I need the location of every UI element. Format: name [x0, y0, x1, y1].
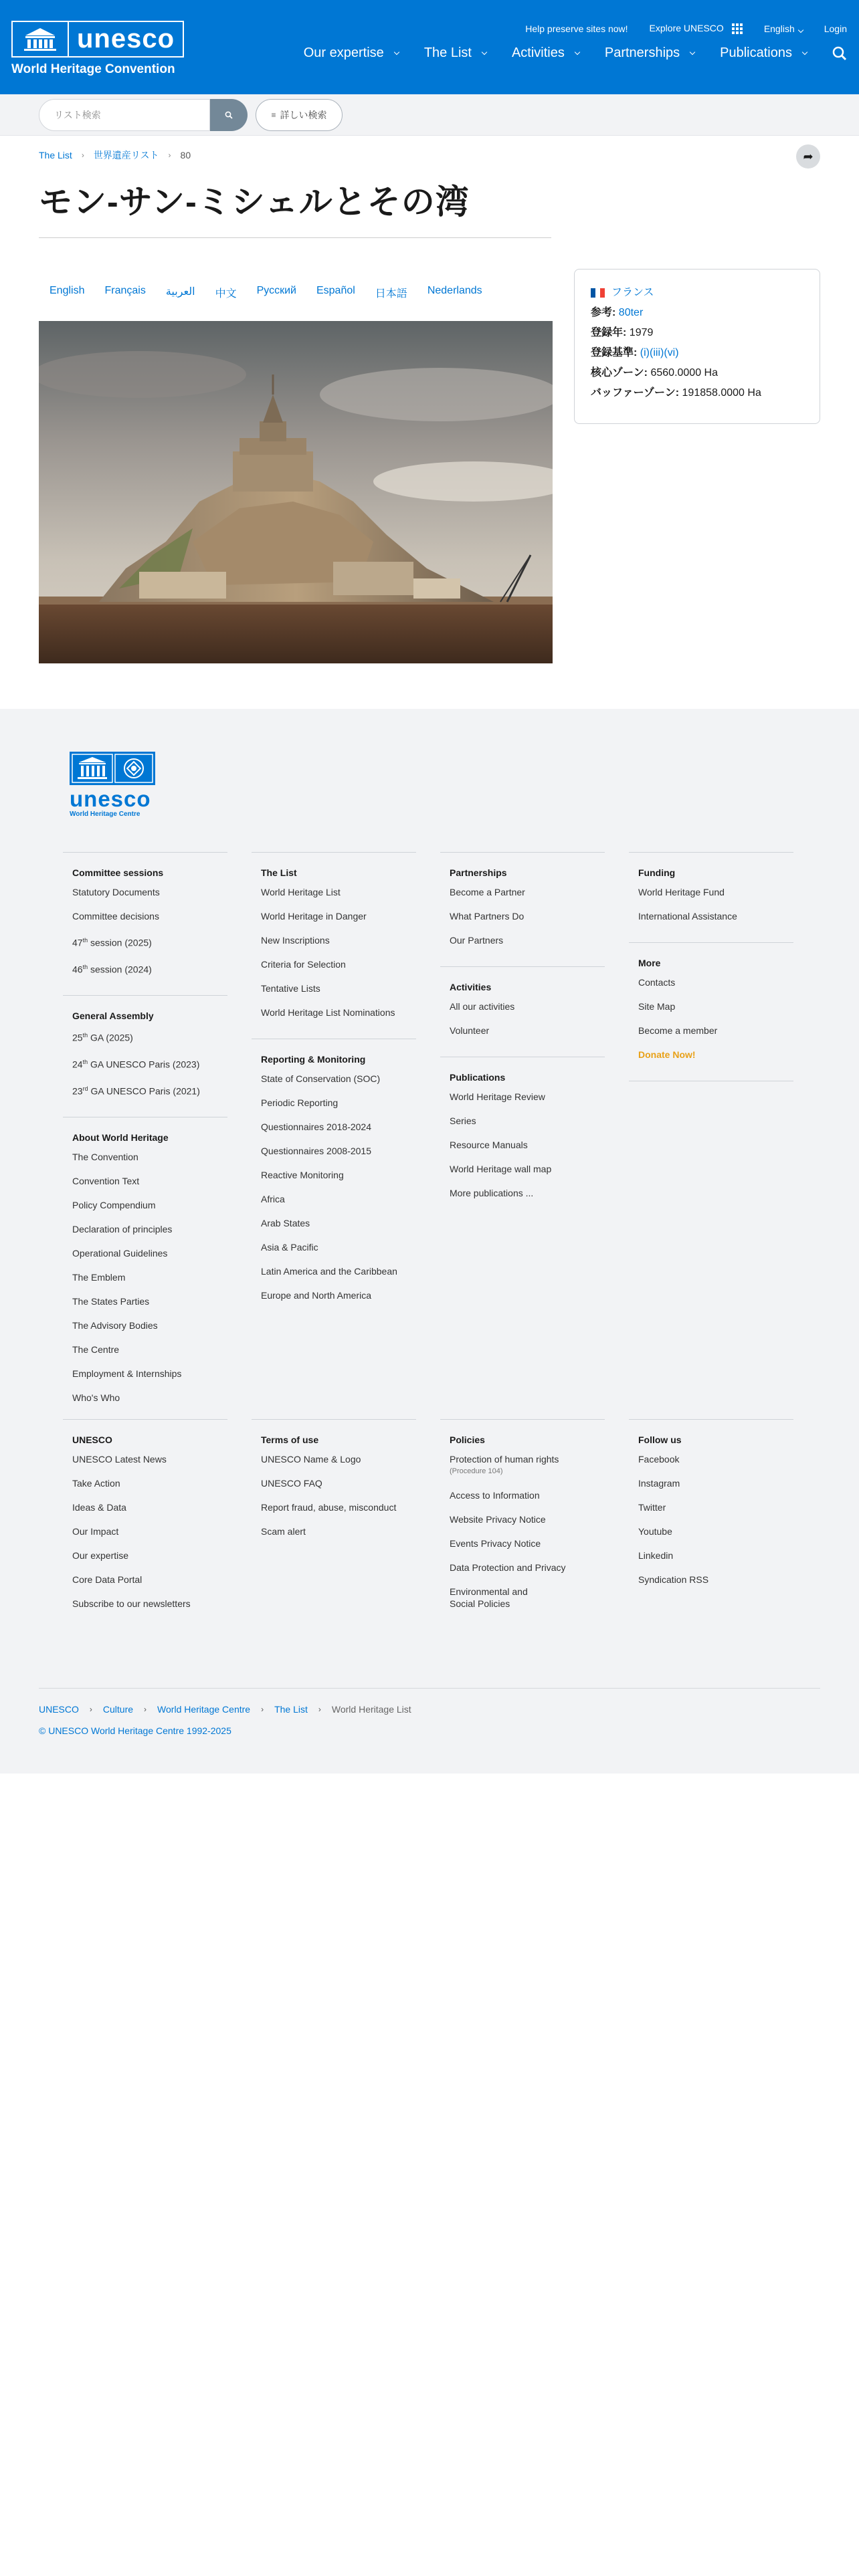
chevron-down-icon	[797, 27, 803, 32]
footer-link[interactable]: Reactive Monitoring	[261, 1170, 344, 1180]
footer-link[interactable]: Arab States	[261, 1218, 310, 1228]
top-links	[525, 23, 847, 34]
criteria-row	[591, 343, 803, 363]
footer-heading: The List	[261, 867, 297, 878]
footer-bc-unesco[interactable]: UNESCO	[39, 1704, 79, 1715]
year-value: 1979	[629, 327, 654, 338]
explore-unesco-label: Explore UNESCO	[649, 23, 724, 33]
site-photo[interactable]	[39, 321, 553, 663]
footer-col-4	[629, 852, 793, 1081]
footer-heading: Follow us	[638, 1434, 682, 1445]
footer-link[interactable]: Subscribe to our newsletters	[72, 1598, 191, 1609]
footer-heading: Terms of use	[261, 1434, 319, 1445]
site-subtitle[interactable]: World Heritage Convention	[11, 62, 175, 76]
footer-link[interactable]: Our Partners	[450, 935, 504, 946]
footer-heading: Publications	[450, 1072, 506, 1083]
footer-link[interactable]: Our expertise	[72, 1550, 129, 1561]
footer-link[interactable]: Become a member	[638, 1025, 718, 1036]
twitter-link[interactable]: Twitter	[638, 1502, 666, 1513]
lang-chinese[interactable]: 中文	[215, 288, 237, 300]
filter-icon: ≡	[271, 110, 276, 120]
nav-label: Publications	[720, 45, 792, 60]
chevron-down-icon	[690, 49, 695, 55]
nav-label: Activities	[511, 45, 565, 60]
footer-link[interactable]: More publications ...	[450, 1188, 534, 1198]
footer-link[interactable]: Africa	[261, 1194, 285, 1204]
footer-bc-current: World Heritage List	[331, 1704, 411, 1715]
footer-link[interactable]: International Assistance	[638, 911, 737, 922]
footer-the-list	[252, 852, 416, 1039]
breadcrumb	[39, 148, 191, 162]
footer-col-3	[440, 852, 605, 1219]
footer-link[interactable]: World Heritage Fund	[638, 887, 725, 897]
footer-link[interactable]: The States Parties	[72, 1296, 150, 1307]
footer-heading: Funding	[638, 867, 676, 878]
language-label: English	[763, 23, 795, 34]
footer-link[interactable]: Core Data Portal	[72, 1574, 142, 1585]
chevron-down-icon	[575, 49, 580, 55]
footer-about-world-heritage	[63, 1117, 227, 1424]
lang-english[interactable]: English	[50, 285, 85, 296]
footer-heading: Policies	[450, 1434, 485, 1445]
footer-activities	[440, 966, 605, 1057]
logo-wordmark: unesco	[76, 24, 175, 53]
buffer-zone-value: 191858.0000 Ha	[682, 387, 761, 399]
core-zone-value: 6560.0000 Ha	[650, 367, 718, 379]
title-divider	[39, 237, 551, 238]
footer-unesco	[63, 1419, 227, 1630]
footer-col-1	[63, 852, 227, 1424]
breadcrumb-world-heritage-list[interactable]: 世界遺産リスト	[93, 150, 159, 160]
lang-russian[interactable]: Русский	[256, 285, 296, 296]
footer-policies-col	[440, 1419, 605, 1630]
footer-link[interactable]: Tentative Lists	[261, 983, 320, 994]
footer-heading: About World Heritage	[72, 1132, 169, 1144]
footer-terms-col	[252, 1419, 416, 1558]
footer-bc-culture[interactable]: Culture	[102, 1704, 134, 1715]
footer-link[interactable]	[450, 1453, 605, 1477]
breadcrumb-the-list[interactable]: The List	[39, 150, 72, 160]
share-icon: ➦	[803, 149, 814, 163]
login-link[interactable]: Login	[824, 23, 847, 34]
search-button[interactable]	[210, 99, 248, 131]
chevron-right-icon: ›	[261, 1705, 264, 1714]
footer-logo-wordmark: unesco	[70, 786, 151, 811]
nav-label: Partnerships	[604, 45, 680, 60]
nav-publications[interactable]	[720, 45, 807, 61]
footer-logo-subtitle: World Heritage Centre	[70, 811, 140, 818]
footer-link[interactable]: What Partners Do	[450, 911, 524, 922]
footer-link[interactable]: Criteria for Selection	[261, 959, 346, 970]
footer-funding	[629, 852, 793, 942]
advanced-search-button[interactable]	[256, 99, 343, 131]
buffer-zone-row	[591, 383, 803, 403]
chevron-down-icon	[802, 49, 807, 55]
instagram-link[interactable]: Instagram	[638, 1478, 680, 1489]
year-label: 登録年:	[591, 327, 627, 338]
core-zone-label: 核心ゾーン:	[591, 367, 648, 379]
footer-heading: Reporting & Monitoring	[261, 1054, 366, 1065]
footer-link[interactable]: Our Impact	[72, 1526, 119, 1537]
footer-link[interactable]: World Heritage Review	[450, 1091, 545, 1102]
nav-the-list[interactable]	[424, 45, 486, 61]
footer-link[interactable]: Latin America and the Caribbean	[261, 1266, 397, 1277]
explore-unesco-link[interactable]	[650, 23, 743, 34]
footer-link[interactable]: Asia & Pacific	[261, 1242, 318, 1253]
linkedin-link[interactable]: Linkedin	[638, 1550, 674, 1561]
unesco-logo[interactable]	[11, 21, 184, 58]
footer-link[interactable]: World Heritage in Danger	[261, 911, 367, 922]
footer-unesco-logo[interactable]	[70, 752, 157, 819]
footer-link[interactable]: The Advisory Bodies	[72, 1320, 158, 1331]
footer-link[interactable]: The Emblem	[72, 1272, 126, 1283]
chevron-down-icon	[394, 49, 399, 55]
lang-spanish[interactable]: Español	[316, 285, 355, 296]
footer-link[interactable]: Environmental and Social Policies	[450, 1586, 528, 1609]
nav-activities[interactable]	[512, 45, 579, 61]
footer-link[interactable]: Committee decisions	[72, 911, 159, 922]
footer-heading: Committee sessions	[72, 867, 164, 878]
footer-link[interactable]: Become a Partner	[450, 887, 525, 897]
footer-divider	[39, 1688, 820, 1689]
footer-link[interactable]: Data Protection and Privacy	[450, 1562, 566, 1573]
france-flag-icon	[591, 288, 605, 298]
main-nav	[304, 45, 847, 61]
footer-link[interactable]: Site Map	[638, 1001, 676, 1012]
footer-link[interactable]: Website Privacy Notice	[450, 1514, 546, 1525]
chevron-right-icon: ›	[89, 1705, 92, 1714]
footer-link[interactable]: Resource Manuals	[450, 1140, 528, 1150]
footer-link[interactable]: Declaration of principles	[72, 1224, 173, 1235]
footer-link[interactable]: 47th session (2025)	[72, 937, 152, 948]
nav-label: The List	[423, 45, 472, 60]
footer-link[interactable]: Scam alert	[261, 1526, 306, 1537]
help-preserve-link[interactable]: Help preserve sites now!	[525, 23, 628, 34]
footer-heading: Activities	[450, 982, 492, 992]
footer-link[interactable]: Take Action	[72, 1478, 120, 1489]
search-bar	[0, 94, 859, 136]
nav-partnerships[interactable]	[605, 45, 694, 61]
search-icon[interactable]	[832, 46, 847, 61]
footer-link[interactable]: World Heritage List	[261, 887, 341, 897]
footer-link[interactable]: Periodic Reporting	[261, 1097, 339, 1108]
footer-heading: General Assembly	[72, 1010, 154, 1022]
footer-link[interactable]: Statutory Documents	[72, 887, 160, 897]
nav-our-expertise[interactable]	[304, 45, 399, 61]
apps-grid-icon	[732, 23, 743, 34]
footer-link[interactable]: UNESCO Latest News	[72, 1454, 167, 1465]
footer-terms-of-use	[252, 1419, 416, 1558]
page-title: モン-サン-ミシェルとその湾	[39, 183, 470, 221]
footer-publications	[440, 1057, 605, 1219]
footer-partnerships	[440, 852, 605, 966]
copyright: © UNESCO World Heritage Centre 1992-2025	[39, 1725, 231, 1736]
lang-japanese[interactable]: 日本語	[375, 288, 407, 300]
footer-breadcrumb	[39, 1704, 411, 1715]
chevron-right-icon: ›	[168, 150, 171, 160]
footer-link[interactable]: New Inscriptions	[261, 935, 330, 946]
footer-link[interactable]: Who's Who	[72, 1392, 120, 1404]
footer-unesco-col	[63, 1419, 227, 1630]
rss-link[interactable]: Syndication RSS	[638, 1574, 709, 1585]
footer-link[interactable]: 25th GA (2025)	[72, 1032, 133, 1043]
chevron-down-icon	[482, 49, 487, 55]
site-header	[0, 0, 859, 94]
youtube-link[interactable]: Youtube	[638, 1526, 672, 1537]
footer-heading: UNESCO	[72, 1434, 112, 1445]
footer-heading: Partnerships	[450, 867, 507, 878]
footer-policies	[440, 1419, 605, 1630]
human-rights-label: Protection of human rights	[450, 1454, 559, 1465]
breadcrumb-current: 80	[180, 150, 191, 160]
footer-general-assembly	[63, 995, 227, 1117]
footer-link[interactable]: State of Conservation (SOC)	[261, 1073, 381, 1084]
footer-committee-sessions	[63, 852, 227, 995]
procedure-note: (Procedure 104)	[450, 1467, 503, 1475]
footer-link[interactable]: 23rd GA UNESCO Paris (2021)	[72, 1085, 200, 1097]
facebook-link[interactable]: Facebook	[638, 1454, 680, 1465]
unesco-temple-icon	[13, 22, 69, 56]
footer-link[interactable]: World Heritage List Nominations	[261, 1007, 395, 1018]
footer-link[interactable]: Questionnaires 2008-2015	[261, 1146, 372, 1156]
footer-bc-the-list[interactable]: The List	[274, 1704, 308, 1715]
country-link[interactable]: フランス	[611, 287, 654, 298]
footer-link[interactable]: Contacts	[638, 977, 676, 988]
site-info-box	[574, 269, 820, 424]
chevron-right-icon: ›	[144, 1705, 147, 1714]
search-input[interactable]: リスト検索	[39, 99, 210, 131]
footer-link[interactable]: The Convention	[72, 1152, 138, 1163]
footer-link[interactable]: UNESCO FAQ	[261, 1478, 322, 1489]
footer-link[interactable]: Events Privacy Notice	[450, 1538, 541, 1549]
footer-link[interactable]: Europe and North America	[261, 1290, 371, 1301]
footer-link[interactable]: Volunteer	[450, 1025, 490, 1036]
site-footer	[0, 709, 859, 1774]
footer-heading: More	[638, 958, 661, 968]
footer-link[interactable]: All our activities	[450, 1001, 515, 1012]
footer-link[interactable]: Ideas & Data	[72, 1502, 126, 1513]
footer-more	[629, 942, 793, 1081]
reference-label: 参考:	[591, 307, 616, 318]
footer-link[interactable]: Questionnaires 2018-2024	[261, 1121, 372, 1132]
language-selector[interactable]	[764, 23, 803, 34]
footer-link[interactable]: UNESCO Name & Logo	[261, 1454, 361, 1465]
lang-french[interactable]: Français	[104, 285, 146, 296]
footer-link[interactable]: Series	[450, 1115, 476, 1126]
donate-now-link[interactable]: Donate Now!	[638, 1049, 696, 1060]
country-row	[591, 283, 803, 303]
footer-bc-whc[interactable]: World Heritage Centre	[157, 1704, 251, 1715]
footer-link[interactable]: 46th session (2024)	[72, 963, 152, 975]
criteria-label: 登録基準:	[591, 347, 638, 358]
search-icon	[225, 111, 233, 119]
footer-link[interactable]: Convention Text	[72, 1176, 140, 1187]
chevron-right-icon: ›	[318, 1705, 321, 1714]
footer-link[interactable]: Operational Guidelines	[72, 1248, 168, 1259]
footer-follow-col	[629, 1419, 793, 1606]
share-button[interactable]	[796, 144, 820, 169]
criteria-link[interactable]: (i)(iii)(vi)	[640, 347, 679, 358]
core-zone-row	[591, 363, 803, 383]
year-row	[591, 323, 803, 343]
lang-arabic[interactable]: العربية	[165, 286, 195, 298]
footer-link[interactable]: Report fraud, abuse, misconduct	[261, 1502, 397, 1513]
lang-dutch[interactable]: Nederlands	[427, 285, 482, 296]
reference-row	[591, 303, 803, 323]
buffer-zone-label: バッファーゾーン:	[591, 387, 680, 399]
advanced-search-label: 詳しい検索	[280, 110, 327, 120]
reference-link[interactable]: 80ter	[618, 307, 644, 318]
chevron-right-icon: ›	[81, 150, 84, 160]
footer-reporting-monitoring	[252, 1039, 416, 1321]
footer-link[interactable]: Policy Compendium	[72, 1200, 156, 1211]
footer-link[interactable]: Employment & Internships	[72, 1368, 182, 1380]
footer-col-2	[252, 852, 416, 1321]
language-tabs	[50, 285, 482, 300]
footer-link[interactable]: World Heritage wall map	[450, 1164, 552, 1174]
footer-link[interactable]: 24th GA UNESCO Paris (2023)	[72, 1058, 200, 1070]
nav-label: Our expertise	[303, 45, 384, 60]
footer-link[interactable]: Access to Information	[450, 1490, 540, 1501]
footer-link[interactable]: The Centre	[72, 1344, 120, 1356]
footer-follow-us	[629, 1419, 793, 1606]
